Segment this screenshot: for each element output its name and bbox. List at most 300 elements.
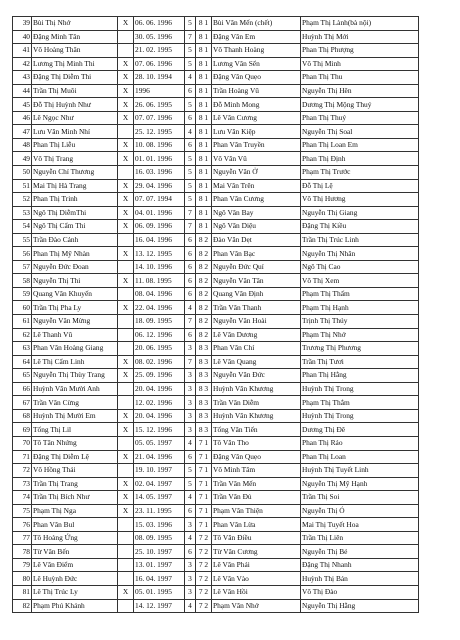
table-row: [13, 396, 419, 410]
class-code: 8 1: [196, 30, 212, 44]
father-name: Bùi Văn Mến (chết): [212, 17, 301, 31]
female-mark: [118, 464, 134, 478]
father-name: Phan Văn Truyền: [212, 138, 301, 152]
table-row: [13, 274, 419, 288]
father-name: Trần Văn Đủ: [212, 491, 301, 505]
mother-name: Phạm Thị Thấm: [301, 287, 419, 301]
mother-name: Nguyễn Thị Hên: [301, 84, 419, 98]
student-name: Ngô Thị Cẩm Thi: [32, 220, 118, 234]
class-code: 8 2: [196, 287, 212, 301]
table-row: [13, 464, 419, 478]
mother-name: Võ Thị Đào: [301, 585, 419, 599]
grade-code: 3: [185, 585, 196, 599]
father-name: Võ Thanh Hoàng: [212, 44, 301, 58]
mother-name: Trương Thị Phương: [301, 342, 419, 356]
female-mark: X: [118, 111, 134, 125]
grade-code: 3: [185, 369, 196, 383]
row-number: 47: [13, 125, 32, 139]
birth-date: 26. 06. 1995: [134, 98, 185, 112]
grade-code: 4: [185, 531, 196, 545]
birth-date: 20. 04. 1996: [134, 409, 185, 423]
female-mark: X: [118, 491, 134, 505]
student-name: Lê Huỳnh Đức: [32, 572, 118, 586]
birth-date: 25. 10. 1997: [134, 545, 185, 559]
mother-name: Phan Thị Loan: [301, 450, 419, 464]
student-name: Ngô Thị DiễmThi: [32, 206, 118, 220]
mother-name: Nguyễn Thị Nhân: [301, 247, 419, 261]
class-code: 8 1: [196, 98, 212, 112]
row-number: 42: [13, 57, 32, 71]
grade-code: 3: [185, 423, 196, 437]
birth-date: 06. 09. 1996: [134, 220, 185, 234]
row-number: 56: [13, 247, 32, 261]
mother-name: Nguyễn Thị Mỹ Hạnh: [301, 477, 419, 491]
female-mark: [118, 287, 134, 301]
table-row: [13, 409, 419, 423]
birth-date: 15. 03. 1996: [134, 518, 185, 532]
class-code: 7 2: [196, 558, 212, 572]
female-mark: X: [118, 355, 134, 369]
student-name: Đặng Thị Diễm Thi: [32, 71, 118, 85]
student-name: Huỳnh Văn Mười Anh: [32, 382, 118, 396]
female-mark: X: [118, 274, 134, 288]
class-code: 8 1: [196, 17, 212, 31]
row-number: 62: [13, 328, 32, 342]
female-mark: X: [118, 301, 134, 315]
class-code: 8 3: [196, 369, 212, 383]
female-mark: X: [118, 423, 134, 437]
birth-date: 02. 04. 1997: [134, 477, 185, 491]
table-row: [13, 84, 419, 98]
birth-date: 05. 05. 1997: [134, 436, 185, 450]
student-name: Lê Văn Điểm: [32, 558, 118, 572]
father-name: Huỳnh Văn Khương: [212, 382, 301, 396]
female-mark: [118, 342, 134, 356]
row-number: 67: [13, 396, 32, 410]
mother-name: Phạm Thị Thắm: [301, 396, 419, 410]
table-row: [13, 220, 419, 234]
mother-name: Dương Thị Đê: [301, 423, 419, 437]
birth-date: 08. 04. 1996: [134, 287, 185, 301]
class-code: 7 2: [196, 599, 212, 613]
table-row: [13, 585, 419, 599]
grade-code: 6: [185, 138, 196, 152]
class-code: 7 2: [196, 585, 212, 599]
class-code: 8 2: [196, 301, 212, 315]
roster-body: [13, 17, 419, 613]
birth-date: 13. 12. 1995: [134, 247, 185, 261]
table-row: [13, 71, 419, 85]
birth-date: 16. 04. 1996: [134, 233, 185, 247]
row-number: 72: [13, 464, 32, 478]
female-mark: X: [118, 220, 134, 234]
table-row: [13, 44, 419, 58]
father-name: Đặng Văn Quẹo: [212, 450, 301, 464]
female-mark: X: [118, 138, 134, 152]
father-name: Nguyễn Văn Ở: [212, 166, 301, 180]
table-row: [13, 369, 419, 383]
birth-date: 21. 04. 1996: [134, 450, 185, 464]
class-code: 8 2: [196, 274, 212, 288]
father-name: Huỳnh Văn Khương: [212, 409, 301, 423]
class-code: 8 1: [196, 44, 212, 58]
student-name: Phạm Phú Khánh: [32, 599, 118, 613]
father-name: Nguyễn Đức Quí: [212, 260, 301, 274]
grade-code: 7: [185, 315, 196, 329]
female-mark: X: [118, 193, 134, 207]
mother-name: Nguyễn Thị Ó: [301, 504, 419, 518]
grade-code: 5: [185, 17, 196, 31]
class-code: 7 2: [196, 531, 212, 545]
birth-date: 07. 07. 1996: [134, 111, 185, 125]
table-row: [13, 57, 419, 71]
class-code: 8 3: [196, 396, 212, 410]
female-mark: [118, 125, 134, 139]
student-name: Phan Văn Hoàng Giang: [32, 342, 118, 356]
class-code: 8 1: [196, 138, 212, 152]
grade-code: 7: [185, 206, 196, 220]
birth-date: 08. 02. 1996: [134, 355, 185, 369]
class-code: 7 1: [196, 477, 212, 491]
birth-date: 20. 06. 1995: [134, 342, 185, 356]
birth-date: 28. 10. 1994: [134, 71, 185, 85]
student-name: Lưu Văn Minh Nhí: [32, 125, 118, 139]
student-name: Lê Thị Trúc Ly: [32, 585, 118, 599]
mother-name: Trần Thị Tươi: [301, 355, 419, 369]
table-row: [13, 545, 419, 559]
student-name: Đỗ Thị Huỳnh Như: [32, 98, 118, 112]
student-name: Mai Thị Hà Trang: [32, 179, 118, 193]
father-name: Đặng Văn Quẹo: [212, 71, 301, 85]
class-code: 8 1: [196, 179, 212, 193]
row-number: 66: [13, 382, 32, 396]
table-row: [13, 138, 419, 152]
birth-date: 04. 01. 1996: [134, 206, 185, 220]
class-code: 8 3: [196, 342, 212, 356]
student-name: Phan Thị Mỹ Nhàn: [32, 247, 118, 261]
class-code: 8 1: [196, 152, 212, 166]
class-code: 7 2: [196, 545, 212, 559]
grade-code: 4: [185, 436, 196, 450]
grade-code: 4: [185, 599, 196, 613]
row-number: 81: [13, 585, 32, 599]
father-name: Đỗ Minh Mong: [212, 98, 301, 112]
grade-code: 3: [185, 396, 196, 410]
row-number: 53: [13, 206, 32, 220]
row-number: 46: [13, 111, 32, 125]
row-number: 78: [13, 545, 32, 559]
table-row: [13, 233, 419, 247]
father-name: Nguyễn Văn Đức: [212, 369, 301, 383]
father-name: Lê Văn Quang: [212, 355, 301, 369]
table-row: [13, 558, 419, 572]
row-number: 55: [13, 233, 32, 247]
grade-code: 5: [185, 179, 196, 193]
grade-code: 4: [185, 71, 196, 85]
birth-date: 25. 12. 1995: [134, 125, 185, 139]
birth-date: 10. 08. 1996: [134, 138, 185, 152]
birth-date: 12. 02. 1996: [134, 396, 185, 410]
mother-name: Nguyễn Thị Giang: [301, 206, 419, 220]
table-row: [13, 342, 419, 356]
birth-date: 06. 06. 1996: [134, 17, 185, 31]
student-name: Trần Thị Trang: [32, 477, 118, 491]
row-number: 61: [13, 315, 32, 329]
table-row: [13, 125, 419, 139]
grade-code: 7: [185, 355, 196, 369]
female-mark: [118, 572, 134, 586]
mother-name: Phan Thị Thu: [301, 71, 419, 85]
father-name: Tô Văn Tho: [212, 436, 301, 450]
birth-date: 22. 04. 1996: [134, 301, 185, 315]
mother-name: Phan Thị Phượng: [301, 44, 419, 58]
birth-date: 08. 09. 1995: [134, 531, 185, 545]
row-number: 59: [13, 287, 32, 301]
father-name: Nguyễn Văn Tân: [212, 274, 301, 288]
table-row: [13, 30, 419, 44]
father-name: Phạm Văn Nhớ: [212, 599, 301, 613]
student-name: Trần Thị Pha Ly: [32, 301, 118, 315]
table-row: [13, 301, 419, 315]
birth-date: 25. 09. 1996: [134, 369, 185, 383]
student-name: Từ Văn Bến: [32, 545, 118, 559]
table-row: [13, 206, 419, 220]
father-name: Tô Văn Điều: [212, 531, 301, 545]
row-number: 44: [13, 84, 32, 98]
mother-name: Võ Thị Hương: [301, 193, 419, 207]
female-mark: X: [118, 369, 134, 383]
mother-name: Phan Thị Định: [301, 152, 419, 166]
female-mark: X: [118, 57, 134, 71]
student-name: Nguyễn Thị Thi: [32, 274, 118, 288]
father-name: Quang Văn Định: [212, 287, 301, 301]
female-mark: X: [118, 71, 134, 85]
table-row: [13, 504, 419, 518]
female-mark: X: [118, 477, 134, 491]
female-mark: [118, 545, 134, 559]
class-code: 7 1: [196, 464, 212, 478]
row-number: 52: [13, 193, 32, 207]
grade-code: 6: [185, 274, 196, 288]
table-row: [13, 423, 419, 437]
female-mark: X: [118, 247, 134, 261]
student-name: Võ Thị Trang: [32, 152, 118, 166]
table-row: [13, 247, 419, 261]
student-name: Tống Thị Lil: [32, 423, 118, 437]
female-mark: [118, 166, 134, 180]
class-code: 8 1: [196, 206, 212, 220]
row-number: 70: [13, 436, 32, 450]
grade-code: 3: [185, 342, 196, 356]
mother-name: Đặng Thị Nhanh: [301, 558, 419, 572]
father-name: Ngô Văn Diệu: [212, 220, 301, 234]
class-code: 7 1: [196, 436, 212, 450]
female-mark: X: [118, 409, 134, 423]
row-number: 58: [13, 274, 32, 288]
grade-code: 6: [185, 260, 196, 274]
student-name: Lê Thị Cẩm Linh: [32, 355, 118, 369]
table-row: [13, 17, 419, 31]
row-number: 75: [13, 504, 32, 518]
student-name: Nguyễn Văn Mừng: [32, 315, 118, 329]
female-mark: X: [118, 585, 134, 599]
grade-code: 7: [185, 220, 196, 234]
student-name: Lương Thị Minh Thi: [32, 57, 118, 71]
row-number: 50: [13, 166, 32, 180]
table-row: [13, 111, 419, 125]
table-row: [13, 166, 419, 180]
father-name: Trần Văn Mến: [212, 477, 301, 491]
student-name: Nguyễn Chí Thương: [32, 166, 118, 180]
student-name: Tô Tân Nhứng: [32, 436, 118, 450]
row-number: 76: [13, 518, 32, 532]
table-row: [13, 436, 419, 450]
student-name: Lê Ngọc Như: [32, 111, 118, 125]
female-mark: [118, 396, 134, 410]
row-number: 79: [13, 558, 32, 572]
female-mark: X: [118, 179, 134, 193]
mother-name: Phan Thị Ráo: [301, 436, 419, 450]
class-code: 8 1: [196, 111, 212, 125]
birth-date: 23. 11. 1995: [134, 504, 185, 518]
student-name: Đặng Minh Tân: [32, 30, 118, 44]
female-mark: [118, 436, 134, 450]
table-row: [13, 382, 419, 396]
class-code: 8 2: [196, 328, 212, 342]
class-code: 7 1: [196, 491, 212, 505]
table-row: [13, 572, 419, 586]
class-code: 8 3: [196, 382, 212, 396]
student-roster-table: [12, 16, 419, 613]
row-number: 40: [13, 30, 32, 44]
class-code: 8 1: [196, 84, 212, 98]
table-row: [13, 328, 419, 342]
table-row: [13, 193, 419, 207]
grade-code: 4: [185, 301, 196, 315]
mother-name: Huỳnh Thị Trong: [301, 409, 419, 423]
birth-date: 07. 06. 1996: [134, 57, 185, 71]
birth-date: 07. 07. 1994: [134, 193, 185, 207]
grade-code: 6: [185, 84, 196, 98]
father-name: Lê Văn Phái: [212, 558, 301, 572]
row-number: 71: [13, 450, 32, 464]
grade-code: 6: [185, 328, 196, 342]
mother-name: Võ Thị Minh: [301, 57, 419, 71]
row-number: 69: [13, 423, 32, 437]
student-name: Trần Thị Bích Như: [32, 491, 118, 505]
student-name: Phan Thị Trinh: [32, 193, 118, 207]
mother-name: Nguyễn Thị Bé: [301, 545, 419, 559]
class-code: 8 2: [196, 260, 212, 274]
father-name: Từ Văn Cương: [212, 545, 301, 559]
birth-date: 05. 01. 1995: [134, 585, 185, 599]
birth-date: 11. 08. 1995: [134, 274, 185, 288]
table-row: [13, 491, 419, 505]
student-name: Quang Văn Khuyến: [32, 287, 118, 301]
female-mark: [118, 315, 134, 329]
student-name: Phan Thị Liễu: [32, 138, 118, 152]
class-code: 8 1: [196, 220, 212, 234]
female-mark: X: [118, 152, 134, 166]
female-mark: X: [118, 504, 134, 518]
student-name: Phan Văn Bul: [32, 518, 118, 532]
female-mark: [118, 30, 134, 44]
table-row: [13, 531, 419, 545]
birth-date: 30. 05. 1996: [134, 30, 185, 44]
father-name: Phan Văn Cương: [212, 193, 301, 207]
grade-code: 4: [185, 125, 196, 139]
row-number: 57: [13, 260, 32, 274]
grade-code: 5: [185, 166, 196, 180]
father-name: Nguyễn Văn Hoài: [212, 315, 301, 329]
female-mark: [118, 518, 134, 532]
grade-code: 3: [185, 572, 196, 586]
mother-name: Ngô Thị Cao: [301, 260, 419, 274]
student-name: Lê Thanh Vũ: [32, 328, 118, 342]
father-name: Võ Văn Vũ: [212, 152, 301, 166]
mother-name: Phạm Thị Lành(bà nội): [301, 17, 419, 31]
row-number: 65: [13, 369, 32, 383]
father-name: Tống Văn Tiến: [212, 423, 301, 437]
birth-date: 14. 05. 1997: [134, 491, 185, 505]
student-name: Phạm Thị Nga: [32, 504, 118, 518]
grade-code: 6: [185, 287, 196, 301]
mother-name: Huỳnh Thị Bản: [301, 572, 419, 586]
mother-name: Trần Thị Trúc Linh: [301, 233, 419, 247]
table-row: [13, 287, 419, 301]
father-name: Phan Văn Lừa: [212, 518, 301, 532]
class-code: 7 2: [196, 572, 212, 586]
table-row: [13, 260, 419, 274]
birth-date: 15. 12. 1996: [134, 423, 185, 437]
mother-name: Đặng Thị Kiều: [301, 220, 419, 234]
father-name: Trần Văn Thanh: [212, 301, 301, 315]
class-code: 8 1: [196, 71, 212, 85]
grade-code: 3: [185, 518, 196, 532]
birth-date: 16. 03. 1996: [134, 166, 185, 180]
female-mark: X: [118, 450, 134, 464]
grade-code: 7: [185, 30, 196, 44]
table-row: [13, 152, 419, 166]
class-code: 8 3: [196, 409, 212, 423]
class-code: 7 1: [196, 450, 212, 464]
female-mark: [118, 260, 134, 274]
row-number: 41: [13, 44, 32, 58]
birth-date: 14. 12. 1997: [134, 599, 185, 613]
grade-code: 3: [185, 558, 196, 572]
row-number: 80: [13, 572, 32, 586]
mother-name: Phan Thị Loan Em: [301, 138, 419, 152]
class-code: 8 2: [196, 233, 212, 247]
mother-name: Mai Thị Tuyết Hoa: [301, 518, 419, 532]
father-name: Đào Văn Dẹt: [212, 233, 301, 247]
row-number: 82: [13, 599, 32, 613]
grade-code: 5: [185, 98, 196, 112]
mother-name: Huỳnh Thị Mới: [301, 30, 419, 44]
grade-code: 5: [185, 57, 196, 71]
father-name: Lương Văn Sển: [212, 57, 301, 71]
class-code: 8 3: [196, 355, 212, 369]
mother-name: Phạm Thị Nhớ: [301, 328, 419, 342]
birth-date: 20. 04. 1996: [134, 382, 185, 396]
student-name: Trần Đào Cảnh: [32, 233, 118, 247]
birth-date: 14. 10. 1996: [134, 260, 185, 274]
mother-name: Trịnh Thị Thúy: [301, 315, 419, 329]
female-mark: [118, 233, 134, 247]
father-name: Lê Văn Hồi: [212, 585, 301, 599]
birth-date: 29. 04. 1996: [134, 179, 185, 193]
father-name: Lê Văn Vào: [212, 572, 301, 586]
